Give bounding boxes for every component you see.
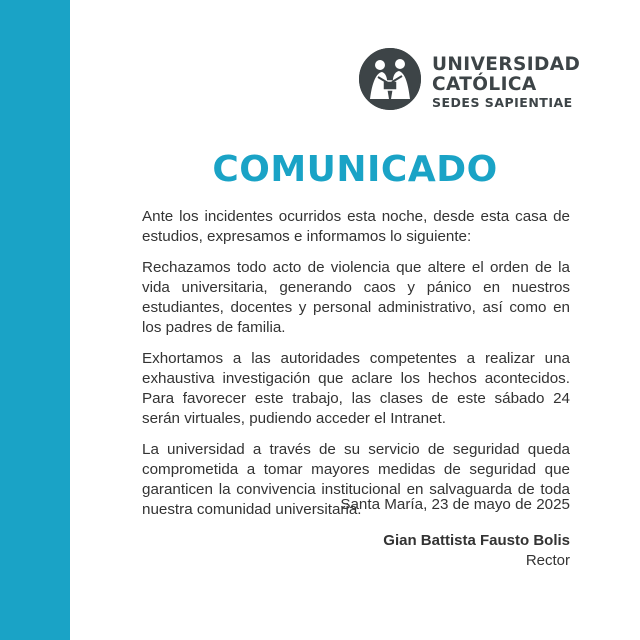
university-seal-icon xyxy=(358,47,422,111)
wordmark-line-1: UNIVERSIDAD xyxy=(432,54,581,75)
university-wordmark xyxy=(432,56,580,110)
document-body xyxy=(142,207,570,531)
wordmark-line-3: SEDES SAPIENTIAE xyxy=(432,95,573,110)
paragraph-exhortation: Exhortamos a las autoridades competentes a realizar una exhaustiva investigación que aclare los hechos acontecidos. Para favorecer este trabajo, las clases de este sábado 24 serán virtuales, pudiendo acceder el Intranet. xyxy=(142,350,570,427)
paragraph-rejection: Rechazamos todo acto de violencia que altere el orden de la vida universitaria, generando caos y pánico en nuestros estudiantes, docentes y personal administrativo, así como en los padres de familia. xyxy=(142,259,570,336)
signer-role: Rector xyxy=(525,552,570,569)
document-title: COMUNICADO xyxy=(212,149,498,190)
signer-name: Gian Battista Fausto Bolis xyxy=(383,532,570,549)
wordmark-line-2: CATÓLICA xyxy=(432,73,537,95)
university-logo xyxy=(358,47,581,111)
side-accent-bar xyxy=(0,0,70,640)
paragraph-intro: Ante los incidentes ocurridos esta noche, desde esta casa de estudios, expresamos e informamos lo siguiente: xyxy=(142,208,570,245)
date-line: Santa María, 23 de mayo de 2025 xyxy=(340,496,570,513)
paragraph-security: La universidad a través de su servicio de seguridad queda comprometida a tomar mayores medidas de seguridad que garanticen la convivencia institucional en salvaguarda de toda nuestra comunidad universitaria. xyxy=(142,441,570,518)
